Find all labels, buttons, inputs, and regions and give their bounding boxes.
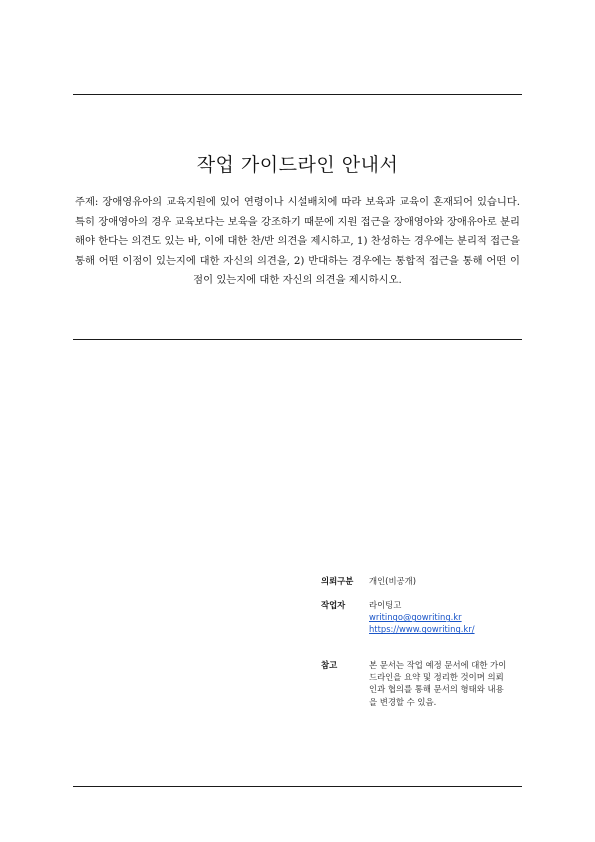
author-label: 작업자 [321, 600, 346, 610]
author-website-link[interactable]: https://www.gowriting.kr/ [369, 624, 475, 635]
note-text: 본 문서는 작업 예정 문서에 대한 가이드라인을 요약 및 정리한 것이며 의뢰인과 협의를 통해 문서의 형태와 내용을 변경할 수 있음. [369, 660, 507, 707]
bottom-rule [73, 786, 522, 787]
top-rule [73, 94, 522, 95]
author-info [369, 599, 509, 636]
request-type-value: 개인(비공개) [369, 576, 416, 586]
middle-rule [73, 339, 522, 340]
document-title: 작업 가이드라인 안내서 [196, 154, 399, 176]
topic-paragraph: 주제: 장애영유아의 교육지원에 있어 연령이나 시설배치에 따라 보육과 교육이 혼재되어 있습니다. 특히 장애영아의 경우 교육보다는 보육을 강조하기 때문에 지원 접근을 장애영아와 장애유아로 분리해야 한다는 의견도 있는 바, 이에 대한 찬/반 의견을 제시하고, 1) 찬성하는 경우에는 분리적 접근을 통해 어떤 이점이 있는지에 대한 자신의 의견을, 2) 반대하는 경우에는 통합적 접근을 통해 어떤 이점이 있는지에 대한 자신의 의견을 제시하시오. [75, 196, 520, 286]
request-type-label: 의뢰구분 [321, 576, 354, 586]
author-email-link[interactable]: writingo@gowriting.kr [369, 612, 462, 623]
note-label: 참고 [321, 660, 338, 670]
author-name: 라이팅고 [369, 600, 402, 610]
